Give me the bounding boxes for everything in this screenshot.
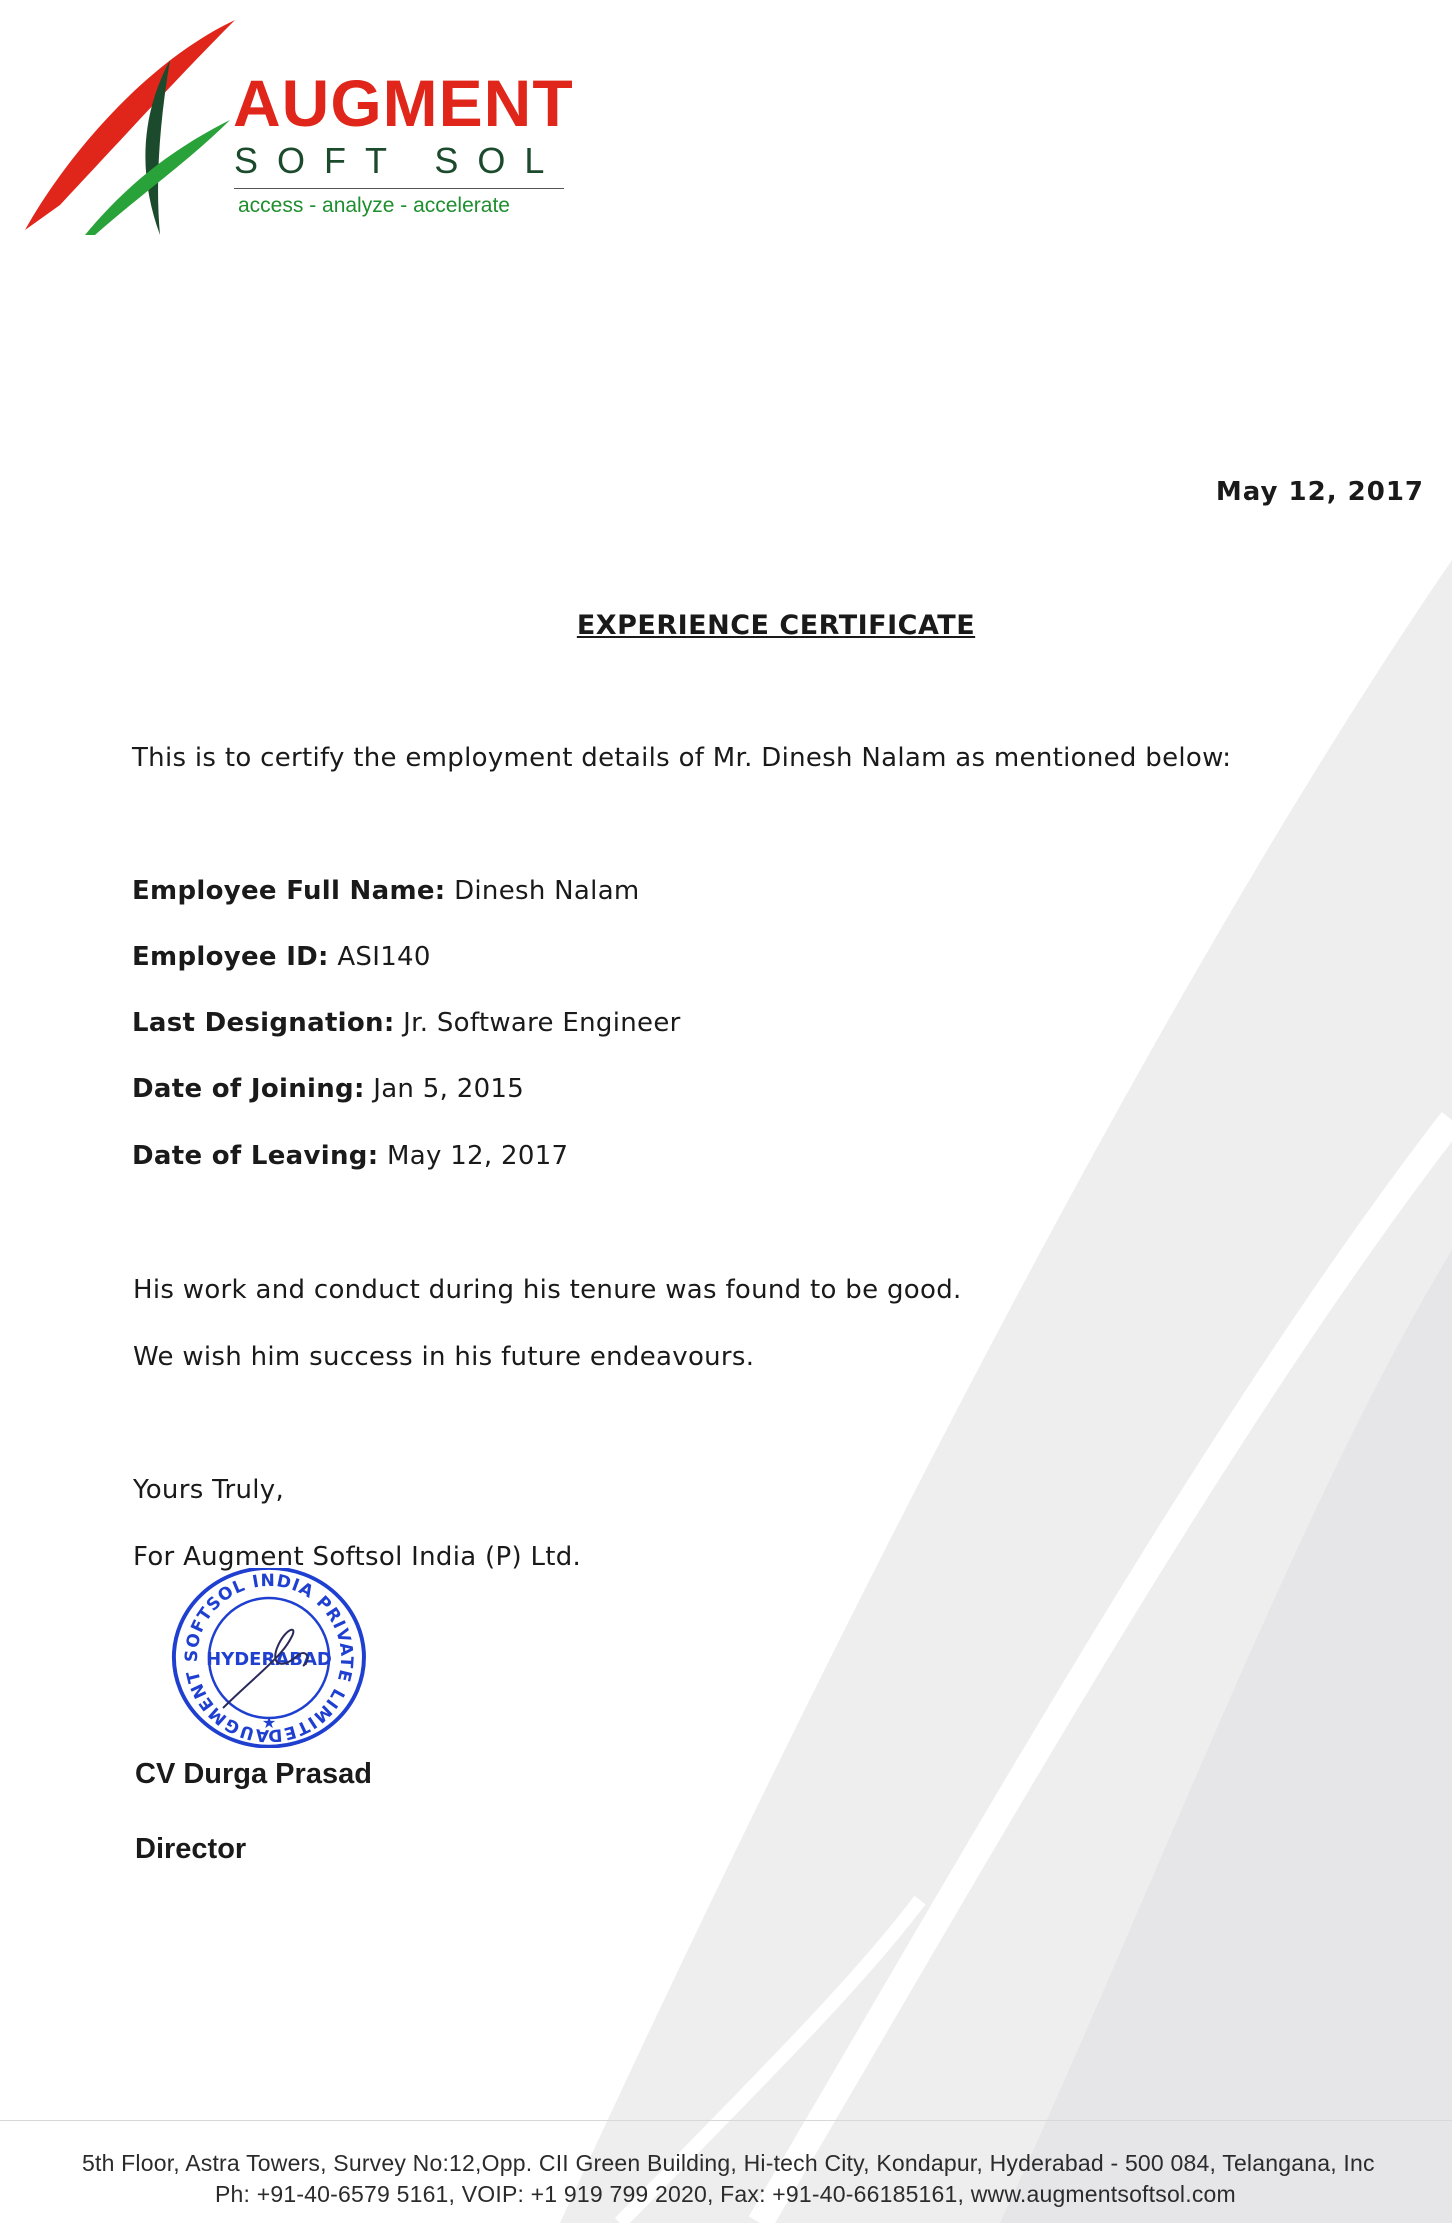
footer-divider [0,2120,1452,2121]
logo-wordmark-augment: AUGMENT [233,66,574,140]
field-label: Last Designation: [132,1008,395,1038]
wishes-paragraph: We wish him success in his future endeavours. [133,1342,755,1372]
field-value: Dinesh Nalam [454,876,640,906]
stamp-center-text: HYDERABAD [206,1649,332,1670]
field-label: Employee Full Name: [132,876,446,906]
company-logo-icon [20,20,250,240]
field-date-of-joining [132,1076,524,1102]
signatory-title: Director [135,1833,247,1865]
field-label: Employee ID: [132,942,329,972]
signatory-name: CV Durga Prasad [135,1758,372,1790]
field-label: Date of Joining: [132,1074,365,1104]
conduct-paragraph: His work and conduct during his tenure was found to be good. [133,1275,962,1305]
field-last-designation [132,1010,681,1036]
letter-date: May 12, 2017 [1215,477,1424,507]
field-employee-full-name [132,878,640,904]
logo-divider [234,188,564,189]
stamp-ring-text: AUGMENT SOFTSOL INDIA PRIVATE LIMITED [181,1570,357,1746]
for-company-line: For Augment Softsol India (P) Ltd. [133,1542,582,1572]
svg-text:★: ★ [261,1713,277,1732]
document-title: EXPERIENCE CERTIFICATE [576,610,976,641]
field-value: May 12, 2017 [386,1141,569,1171]
company-stamp-icon [163,1568,375,1748]
field-value: Jr. Software Engineer [403,1008,681,1038]
closing-salutation: Yours Truly, [133,1475,285,1505]
logo-wordmark-softsol: SOFT SOL [234,140,564,181]
footer-contact: Ph: +91-40-6579 5161, VOIP: +1 919 799 2020, Fax: +91-40-66185161, www.augmentsoftsol.com [215,2181,1236,2207]
footer-address: 5th Floor, Astra Towers, Survey No:12,Opp. CII Green Building, Hi-tech City, Kondapur, Hyderabad - 500 084, Telangana, Inc [82,2150,1375,2176]
field-employee-id [132,944,431,970]
field-date-of-leaving [132,1143,568,1169]
field-value: ASI140 [337,942,431,972]
intro-line: This is to certify the employment details of Mr. Dinesh Nalam as mentioned below: [132,743,1232,773]
field-value: Jan 5, 2015 [373,1074,525,1104]
logo-tagline: access - analyze - accelerate [238,194,510,217]
field-label: Date of Leaving: [132,1141,379,1171]
